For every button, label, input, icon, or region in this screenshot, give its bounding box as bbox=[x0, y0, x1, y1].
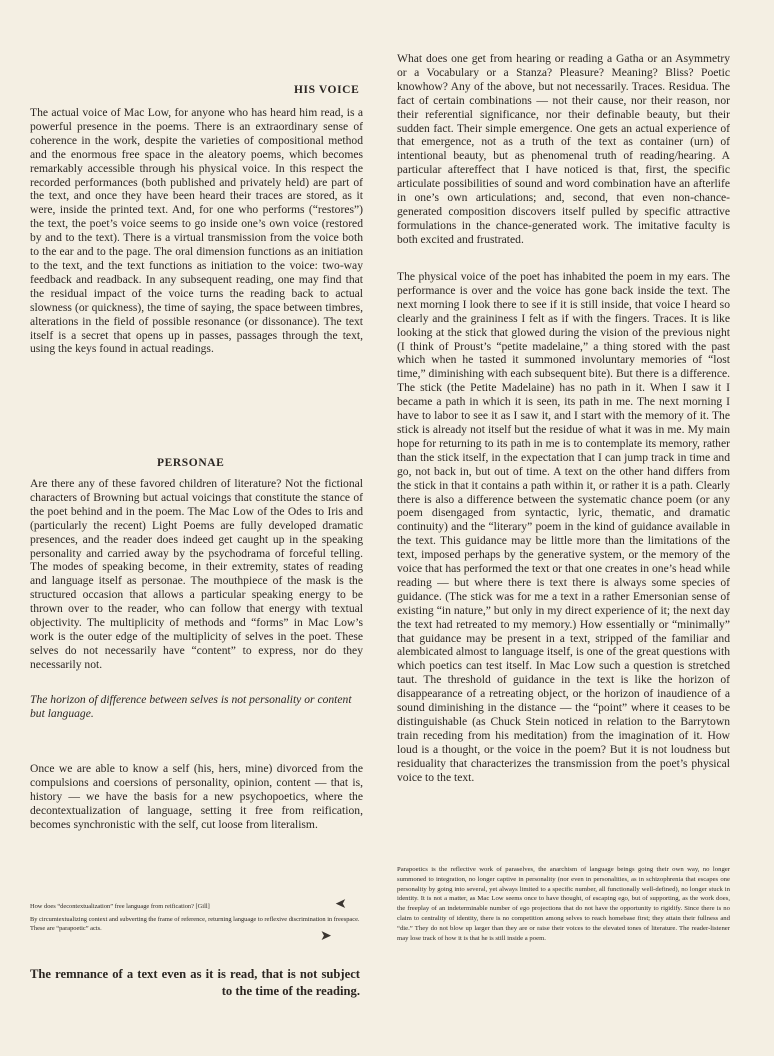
parapoetics-note: Parapoetics is the reflective work of paraselves, the anarchism of language beings going their own way, no longer summoned to integration, no longer captive in personality (nor even in personalities, as in schizophrenia that escapes one personality by going into several, yet always limited to a specific number, all functionally well-defined), no longer stuck in identity. It is not a matter, as Mac Low seems once to have thought, of escaping ego, but of supporting, as the work does, the freeplay of an indeterminable number of ego projections that do not have the opportunity to rigidify. Since there is no claim to centrality of identity, there is no competition among selves to reach homebase first; they attain their fullness and “die.” They do not blow up larger than they are or raise their voices to the elevated tones of literature. The reader-listener may lose track of how it is that he is still inside a poem. bbox=[397, 866, 730, 942]
note-question: How does “decontextualization” free language from reification? [Gill] bbox=[30, 903, 210, 910]
personae-paragraph: Are there any of these favored children of literature? Not the fictional characters of Browning but actual voicings that constitute the stance of the poet behind and in the poem. The Mac Low of the Odes to Iris and (particularly the recent) Light Poems are fully developed dramatic presences, and the reader does indeed get caught up in the speaking personality and carried away by the psychodrama of forceful telling. The modes of speaking become, in their extremity, states of reading and language itself as personae. The mouthpiece of the mask is the structured occasion that allows a particular speaking energy to be thrown over to the reader, who can follow that energy with textual objectivity. The multiplicity of methods and “forms” in Mac Low’s work is the outer edge of the multiplicity of selves in the poet. These selves do not necessarily have “content” to express, nor do they necessarily not. bbox=[30, 477, 363, 671]
his-voice-heading: HIS VOICE bbox=[294, 84, 360, 96]
gatha-paragraph: What does one get from hearing or reading a Gatha or an Asymmetry or a Vocabulary or a Stanza? Pleasure? Meaning? Bliss? Poetic knowhow? Any of the above, but not necessarily. Traces. Residua. The fact of certain combinations — not their cause, nor their reason, nor their referential significance, nor their definable beauty, but their sudden fact. Their simple emergence. One gets an actual experience of that emergence, not as a truth of the text as container (urn) of intentional beauty, but as phenomenal truth of reading/hearing. A particular aftereffect that I have noticed is that, first, the specific articulate possibilities of sound and word combination have an afterlife in one’s own articulations; and, second, that even non-chance-generated composition discovers itself pulled by specific attractive formulations in the chance-generated work. The imitative faculty is both excited and frustrated. bbox=[397, 52, 730, 246]
arrow-left-icon: ➤ bbox=[335, 896, 347, 912]
once-paragraph: Once we are able to know a self (his, hers, mine) divorced from the compulsions and coersions of personality, opinion, content — that is, history — we have the basis for a new psychopoetics, where the decontextualization of language, setting it free from reification, becomes synchronistic with the self, cut loose from literalism. bbox=[30, 762, 363, 831]
closing-quote: The remnance of a text even as it is read, that is not subject to the time of the reading. bbox=[30, 967, 360, 998]
note-answer: By circumtextualizing context and subverting the frame of reference, returning language to reflexive discrimination in freespace. These are “parapoetic” acts. bbox=[30, 916, 360, 932]
physical-voice-paragraph: The physical voice of the poet has inhabited the poem in my ears. The performance is over and the voice has gone back inside the text. The next morning I look there to see if it is still inside, that voice I heard so clearly and the graininess I felt as if with the fingers. Traces. It is like looking at the stick that glowed during the vision of the previous night (I think of Proust’s “petite madelaine,” a thing stored with the past which when he tasted it summoned involuntary memories of “lost time,” diminishing with each subsequent bite). But there is a difference. The stick (the Petite Madelaine) has no path in it. When I saw it I became a path in which it is seen, its path in me. The next morning I have to labor to see it as I saw it, and I start with the memory of it. The stick is already not itself but the residue of what it was in me. My main hope for returning to its path in me is to contemplate its memory, rather than the stick itself, in the expectation that I can jump track in time and go, not back in, but out of time. A text on the other hand differs from the stick in that it contains a path within it, or rather it is a path. Clearly there is also a difference between the systematic chance poem (or any poem disengaged from syntactic, lyric, thematic, and dramatic continuity) and the “literary” poem in the kind of guidance available in the text. This guidance may be little more than the limitations of the text, imposed perhaps by the generative system, or the memory of the voice that has performed the text or that one creates in one’s head while reading — but where there is text there is always some species of guidance. (The stick was for me a text in a rather Emersonian sense of existing “in nature,” but only in my direct experience of it; the next day the text had retreated to my memory.) How essentially or “minimally” that guidance may be present in a text, stripped of the familiar and alembicated almost to language itself, is one of the great questions with which poetics can test itself. In Mac Low such a question is stretched taut. The threshold of guidance in the text is like the horizon of disappearance of a retreating object, or the horizon of inaudience of a sound diminishing in the distance — the “point” where it ceases to be distinguishable (as Chuck Stein noticed in relation to the Barrytown train receding from his meditation) from the imagination of it. How loud is a thought, or the voice in the poem? But it is not loudness but residuality that characterizes the transmission from the poet’s physical voice to the text. bbox=[397, 270, 731, 784]
arrow-right-icon: ➤ bbox=[320, 928, 332, 944]
horizon-line: The horizon of difference between selves is not personality or content but language. bbox=[30, 693, 352, 720]
his-voice-paragraph: The actual voice of Mac Low, for anyone who has heard him read, is a powerful presence in the poems. There is an extraordinary sense of coherence in the work, despite the varieties of compositional method and the enormous free space in the aleatory poems, which becomes remarkably accessible through his physical voice. In this respect the recorded performances (both published and privately held) are part of the text, and once they have been heard their traces are stored, as it were, inside the printed text. And, for one who performs (“restores”) the text, the poet’s voice seems to go inside one’s own voice (restored by and to the text). There is a virtual transmission from the voice both to the ear and to the page. The oral dimension functions as an initiation to the text, and the text functions as initiation to the voice: two-way feedback and readback. In any subsequent reading, one may find that the residual impact of the voice turns the reading back to actual slowness (or quickness), the time of saying, the space between timbres, alterations in the field of possible resonance (or dissonance). The text itself is a secret that opens up in passes, passages through the text, using the keys found in actual readings. bbox=[30, 106, 363, 356]
personae-heading: PERSONAE bbox=[157, 457, 225, 469]
